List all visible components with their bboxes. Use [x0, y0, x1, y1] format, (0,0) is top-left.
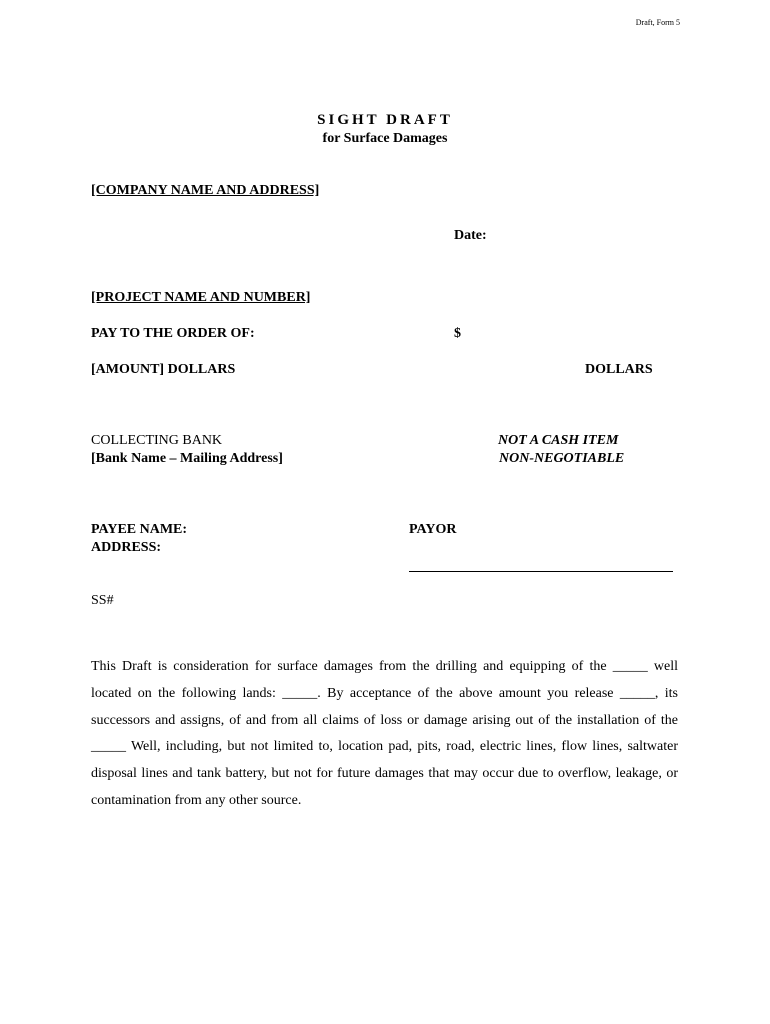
- company-placeholder: [COMPANY NAME AND ADDRESS]: [91, 183, 320, 198]
- dollars-right: DOLLARS: [585, 362, 653, 377]
- date-label: Date:: [454, 228, 487, 243]
- not-cash-item: NOT A CASH ITEM: [498, 433, 619, 448]
- dollar-sign: $: [454, 326, 461, 341]
- document-subtitle: for Surface Damages: [322, 131, 448, 146]
- non-negotiable: NON-NEGOTIABLE: [499, 451, 625, 466]
- body-paragraph: This Draft is consideration for surface damages from the drilling and equipping of the _____ well located on the following lands: _____. By acceptance of the above amount you release _____, its successors and assigns, of and from all claims of loss or damage arising out of the installation of the _____ Well, including, but not limited to, location pad, pits, road, electric lines, flow lines, saltwater disposal lines and tank battery, but not for future damages that may occur due to overflow, leakage, or contamination from any other source.: [91, 659, 678, 808]
- bank-name-placeholder: [Bank Name – Mailing Address]: [91, 451, 283, 466]
- amount-label: [AMOUNT] DOLLARS: [91, 362, 236, 377]
- payor-signature-line: [409, 571, 673, 572]
- ss-label: SS#: [91, 593, 114, 608]
- collecting-bank-label: COLLECTING BANK: [91, 433, 223, 448]
- project-placeholder: [PROJECT NAME AND NUMBER]: [91, 290, 311, 305]
- payor-label: PAYOR: [409, 522, 457, 537]
- pay-to-label: PAY TO THE ORDER OF:: [91, 326, 255, 341]
- payee-name-label: PAYEE NAME:: [91, 522, 188, 537]
- address-label: ADDRESS:: [91, 540, 162, 555]
- document-title: SIGHT DRAFT: [317, 112, 453, 128]
- header-form-ref: Draft, Form 5: [635, 18, 680, 27]
